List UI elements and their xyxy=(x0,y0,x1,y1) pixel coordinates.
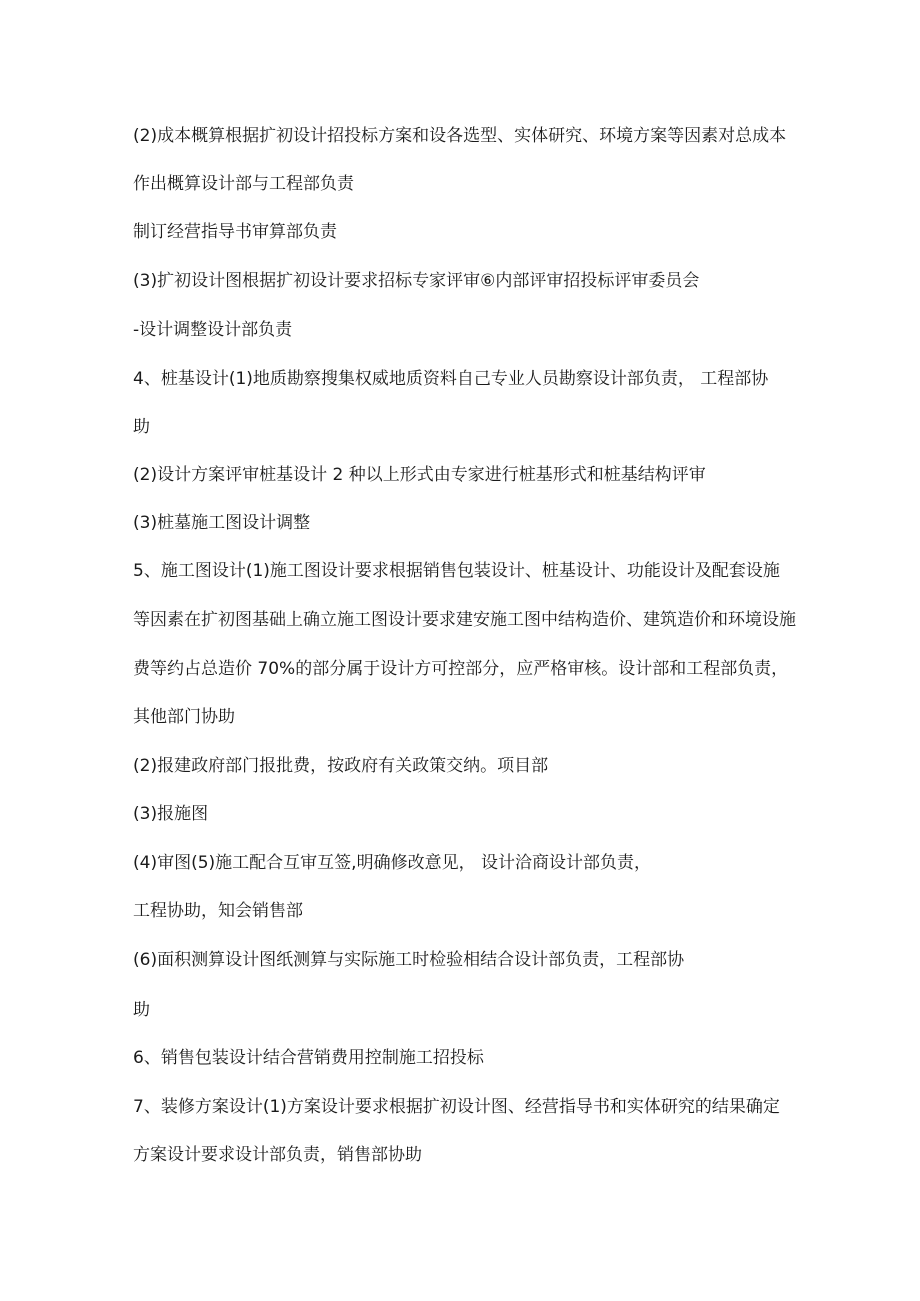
text-line: 4、桩基设计(1)地质勘察搜集权威地质资料自己专业人员勘察设计部负责， 工程部协 xyxy=(133,369,769,389)
text-line: (6)面积测算设计图纸测算与实际施工时检验相结合设计部负责，工程部协 xyxy=(133,950,685,970)
text-line: 助 xyxy=(133,1000,150,1020)
text-line: 工程协助，知会销售部 xyxy=(133,901,303,921)
text-line: 助 xyxy=(133,417,150,437)
text-line: (3)报施图 xyxy=(133,804,209,824)
text-line: (2)报建政府部门报批费，按政府有关政策交纳。项目部 xyxy=(133,756,549,776)
text-line: 制订经营指导书审算部负责 xyxy=(133,222,337,242)
text-line: (2)设计方案评审桩基设计 2 种以上形式由专家进行桩基形式和桩基结构评审 xyxy=(133,465,706,485)
text-line: 其他部门协助 xyxy=(133,707,235,727)
text-line: (4)审图(5)施工配合互审互签,明确修改意见， 设计洽商设计部负责， xyxy=(133,853,651,873)
text-line: -设计调整设计部负责 xyxy=(133,320,293,340)
text-line: 5、施工图设计(1)施工图设计要求根据销售包装设计、桩基设计、功能设计及配套设施 xyxy=(133,561,780,581)
text-line: 方案设计要求设计部负责，销售部协助 xyxy=(133,1145,422,1165)
text-line: 7、装修方案设计(1)方案设计要求根据扩初设计图、经营指导书和实体研究的结果确定 xyxy=(133,1097,780,1117)
text-line: (3)桩墓施工图设计调整 xyxy=(133,513,311,533)
text-line: (2)成本概算根据扩初设计招投标方案和设各选型、实体研究、环境方案等因素对总成本 xyxy=(133,126,787,146)
text-line: (3)扩初设计图根据扩初设计要求招标专家评审⑥内部评审招投标评审委员会 xyxy=(133,271,700,291)
text-line: 6、销售包装设计结合营销费用控制施工招投标 xyxy=(133,1048,484,1068)
text-line: 作出概算设计部与工程部负责 xyxy=(133,174,354,194)
text-line: 等因素在扩初图基础上确立施工图设计要求建安施工图中结构造价、建筑造价和环境设施 xyxy=(133,610,796,630)
text-line: 费等约占总造价 70%的部分属于设计方可控部分，应严格审核。设计部和工程部负责， xyxy=(133,659,789,679)
